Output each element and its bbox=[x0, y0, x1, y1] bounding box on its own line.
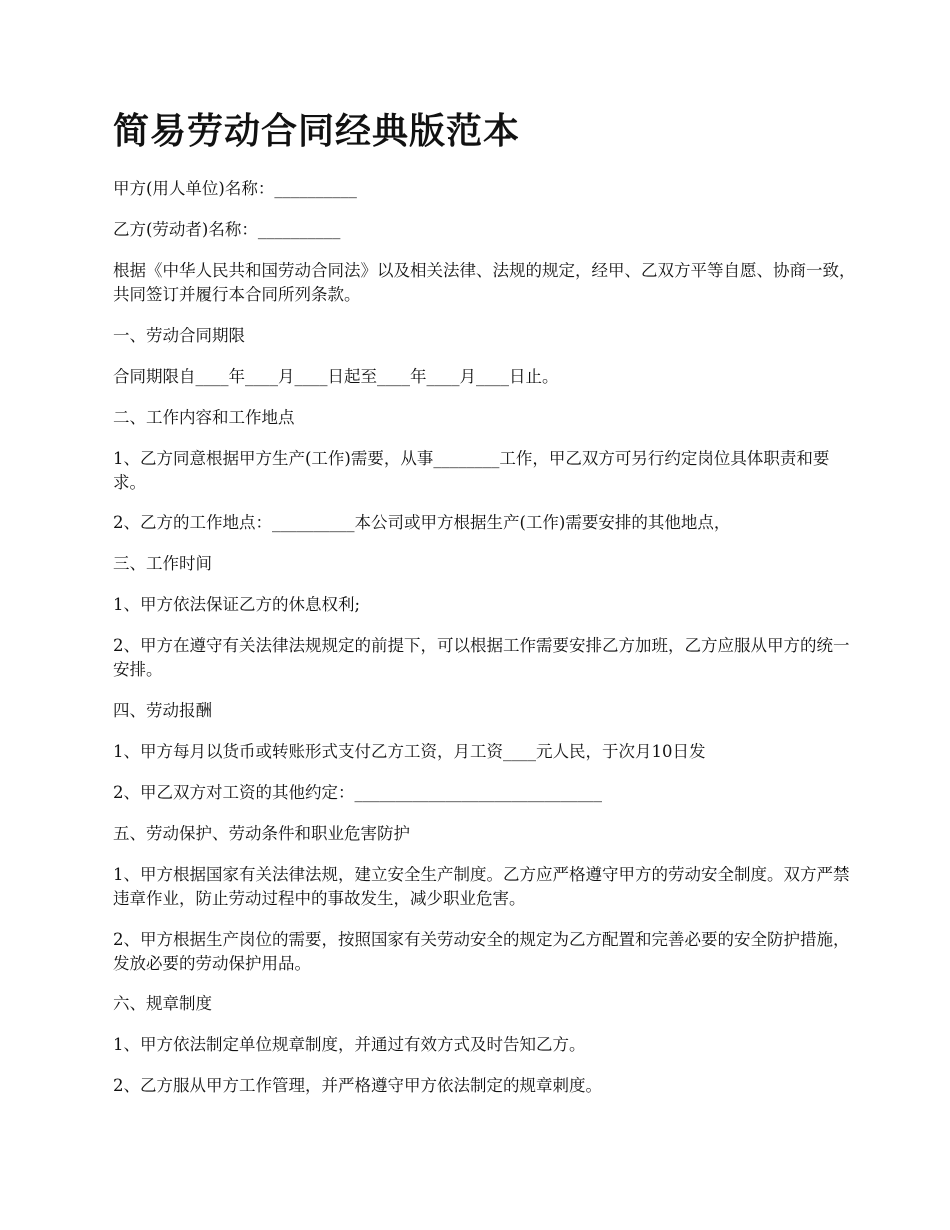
section-heading-hours: 三、工作时间 bbox=[113, 554, 212, 574]
hours-clause-2: 2、甲方在遵守有关法律法规规定的前提下，可以根据工作需要安排乙方加班，乙方应服从甲方的统一安排。 bbox=[113, 636, 850, 680]
protection-clause-2: 2、甲方根据生产岗位的需要，按照国家有关劳动安全的规定为乙方配置和完善必要的安全防护措施，发放必要的劳动保护用品。 bbox=[113, 929, 850, 973]
pay-clause-2: 2、甲乙双方对工资的其他约定：______________________________ bbox=[113, 782, 602, 802]
party-b-name-line: 乙方(劳动者)名称：__________ bbox=[113, 220, 341, 240]
contract-term-line: 合同期限自____年____月____日起至____年____月____日止。 bbox=[113, 366, 559, 386]
section-heading-pay: 四、劳动报酬 bbox=[113, 701, 212, 721]
work-clause-2: 2、乙方的工作地点：__________本公司或甲方根据生产(工作)需要安排的其他地点， bbox=[113, 513, 731, 533]
section-heading-work: 二、工作内容和工作地点 bbox=[113, 407, 295, 427]
document-title: 简易劳动合同经典版范本 bbox=[113, 110, 521, 152]
protection-clause-1: 1、甲方根据国家有关法律法规，建立安全生产制度。乙方应严格遵守甲方的劳动安全制度。双方严禁违章作业，防止劳动过程中的事故发生，减少职业危害。 bbox=[113, 864, 850, 908]
hours-clause-1: 1、甲方依法保证乙方的休息权利; bbox=[113, 595, 361, 615]
work-clause-1: 1、乙方同意根据甲方生产(工作)需要，从事________工作，甲乙双方可另行约定岗位具体职责和要求。 bbox=[113, 448, 830, 492]
pay-clause-1: 1、甲方每月以货币或转账形式支付乙方工资，月工资____元人民，于次月10日发 bbox=[113, 742, 706, 762]
document-page bbox=[113, 110, 858, 1115]
party-a-name-line: 甲方(用人单位)名称：__________ bbox=[113, 179, 357, 199]
section-heading-protection: 五、劳动保护、劳动条件和职业危害防护 bbox=[113, 823, 410, 843]
section-heading-rules: 六、规章制度 bbox=[113, 994, 212, 1014]
rules-clause-2: 2、乙方服从甲方工作管理，并严格遵守甲方依法制定的规章刺度。 bbox=[113, 1076, 602, 1096]
preamble-paragraph: 根据《中华人民共和国劳动合同法》以及相关法律、法规的规定，经甲、乙双方平等自愿、协商一致，共同签订并履行本合同所列条款。 bbox=[113, 261, 856, 304]
rules-clause-1: 1、甲方依法制定单位规章制度，并通过有效方式及时告知乙方。 bbox=[113, 1035, 586, 1055]
section-heading-term: 一、劳动合同期限 bbox=[113, 325, 245, 345]
